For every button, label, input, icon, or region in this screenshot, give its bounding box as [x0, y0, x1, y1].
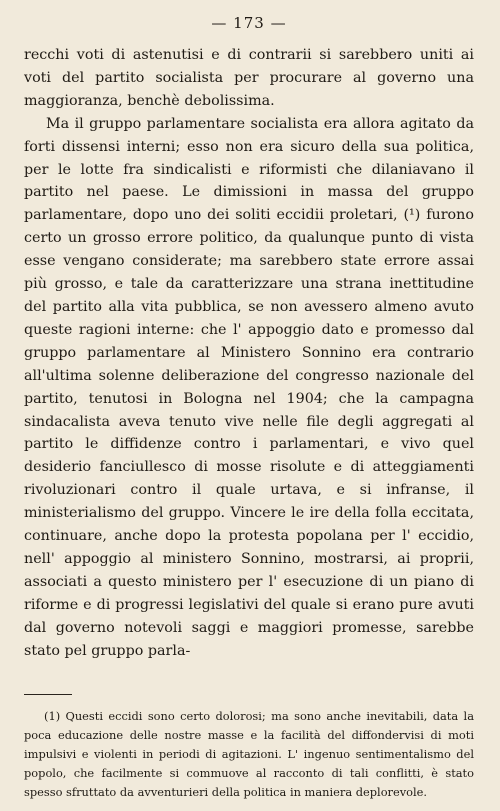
- footnote: (1) Questi eccidi sono certo dolorosi; ma sono anche inevitabili, data la poca educazione delle nostre masse e la facilità del diffondervisi di moti impulsivi e violenti in periodi di agitazioni. L' ingenuo sentimentalismo del popolo, che facilmente si commuove al racconto di tali conflitti, è stato spesso sfruttato da avventurieri della politica in maniera deplorevole.: [24, 709, 474, 800]
- paragraph-continuation: recchi voti di astenutisi e di contrarii si sarebbero uniti ai voti del partito socialista per procurare al governo una maggioranza, benchè debolissima.: [24, 47, 474, 109]
- paragraph: Ma il gruppo parlamentare socialista era allora agitato da forti dissensi interni; esso non era sicuro della sua politica, per le lotte fra sindicalisti e riformisti che dilaniavano il partito nel paese. Le dimissioni in massa del gruppo parlamentare, dopo uno dei soliti eccidii proletari, (¹) furono certo un grosso errore politico, da qualunque punto di vista esse vengano considerate; ma sarebbero state errore assai più grosso, e tale da caratterizzare una strana inettitudine del partito alla vita pubblica, se non avessero almeno avuto queste ragioni interne: che l' appoggio dato e promesso dal gruppo parlamentare al Ministero Sonnino era contrario all'ultima solenne deliberazione del congresso nazionale del partito, tenutosi in Bologna nel 1904; che la campagna sindacalista aveva tenuto vive nelle file degli aggregati al partito le diffidenze contro i parlamentari, e vivo quel desiderio fanciullesco di mosse risolute e di atteggiamenti rivoluzionari contro il quale urtava, e si infranse, il ministerialismo del gruppo. Vincere le ire della folla eccitata, continuare, anche dopo la protesta popolana per l' eccidio, nell' appoggio al ministero Sonnino, mostrarsi, ai proprii, associati a questo ministero per l' esecuzione di un piano di riforme e di progressi legislativi del quale si erano pure avuti dal governo notevoli saggi e maggiori promesse, sarebbe stato pel gruppo parla-: [24, 115, 474, 659]
- main-text: [24, 44, 474, 662]
- page-number: — 173 —: [211, 14, 287, 32]
- footnote-divider: [24, 694, 72, 695]
